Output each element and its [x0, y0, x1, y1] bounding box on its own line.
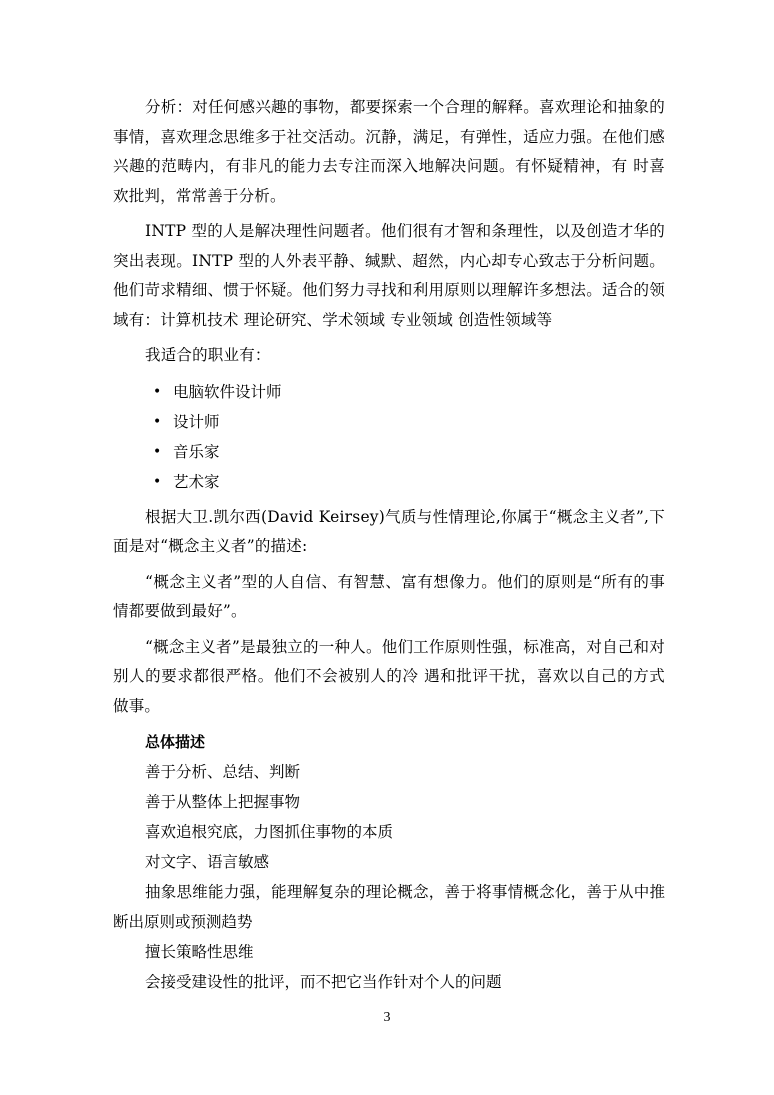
- overview-item: 会接受建设性的批评，而不把它当作针对个人的问题: [145, 973, 502, 991]
- overview-heading: 总体描述: [145, 733, 206, 751]
- list-item: [113, 467, 665, 497]
- career-item-label: 电脑软件设计师: [173, 382, 282, 401]
- bullet-icon: •: [153, 383, 162, 400]
- page-content: [113, 93, 665, 997]
- intp-paragraph: INTP 型的人是解决理性问题者。他们很有才智和条理性，以及创造才华的突出表现。INTP 型的人外表平静、缄默、超然，内心却专心致志于分析问题。他们苛求精细、惯于怀疑。他们努力寻找和利用原则以理解许多想法。适合的领域有：计算机技术 理论研究、学术领域 专业领域 创造性领域等: [113, 222, 665, 329]
- career-item-label: 艺术家: [173, 472, 220, 491]
- list-item: [113, 377, 665, 407]
- overview-item: 喜欢追根究底，力图抓住事物的本质: [145, 823, 394, 841]
- career-item-label: 音乐家: [173, 442, 220, 461]
- keirsey-paragraph: 根据大卫.凯尔西(David Keirsey)气质与性情理论,你属于“概念主义者”,下面是对“概念主义者”的描述:: [113, 507, 665, 555]
- analysis-paragraph: 分析：对任何感兴趣的事物，都要探索一个合理的解释。喜欢理论和抽象的事情，喜欢理念思维多于社交活动。沉静，满足，有弹性，适应力强。在他们感兴趣的范畴内，有非凡的能力去专注而深入地解决问题。有怀疑精神，有 时喜欢批判，常常善于分析。: [113, 98, 665, 205]
- conceptualist-paragraph-2: “概念主义者”是最独立的一种人。他们工作原则性强，标准高，对自己和对别人的要求都很严格。他们不会被别人的冷 遇和批评干扰，喜欢以自己的方式做事。: [113, 637, 665, 715]
- overview-item: 抽象思维能力强，能理解复杂的理论概念，善于将事情概念化，善于从中推断出原则或预测趋势: [113, 883, 665, 931]
- bullet-icon: •: [153, 413, 162, 430]
- overview-item: 善于从整体上把握事物: [145, 793, 301, 811]
- bullet-icon: •: [153, 443, 162, 460]
- bullet-icon: •: [153, 473, 162, 490]
- careers-intro: 我适合的职业有：: [145, 346, 271, 364]
- conceptualist-paragraph-1: “概念主义者”型的人自信、有智慧、富有想像力。他们的原则是“所有的事情都要做到最好”。: [113, 572, 665, 620]
- career-item-label: 设计师: [173, 412, 220, 431]
- page-number: 3: [383, 1010, 391, 1025]
- list-item: [113, 437, 665, 467]
- career-list: [113, 377, 665, 497]
- list-item: [113, 407, 665, 437]
- overview-item: 擅长策略性思维: [145, 943, 254, 961]
- overview-item: 对文字、语言敏感: [145, 853, 270, 871]
- overview-item: 善于分析、总结、判断: [145, 763, 301, 781]
